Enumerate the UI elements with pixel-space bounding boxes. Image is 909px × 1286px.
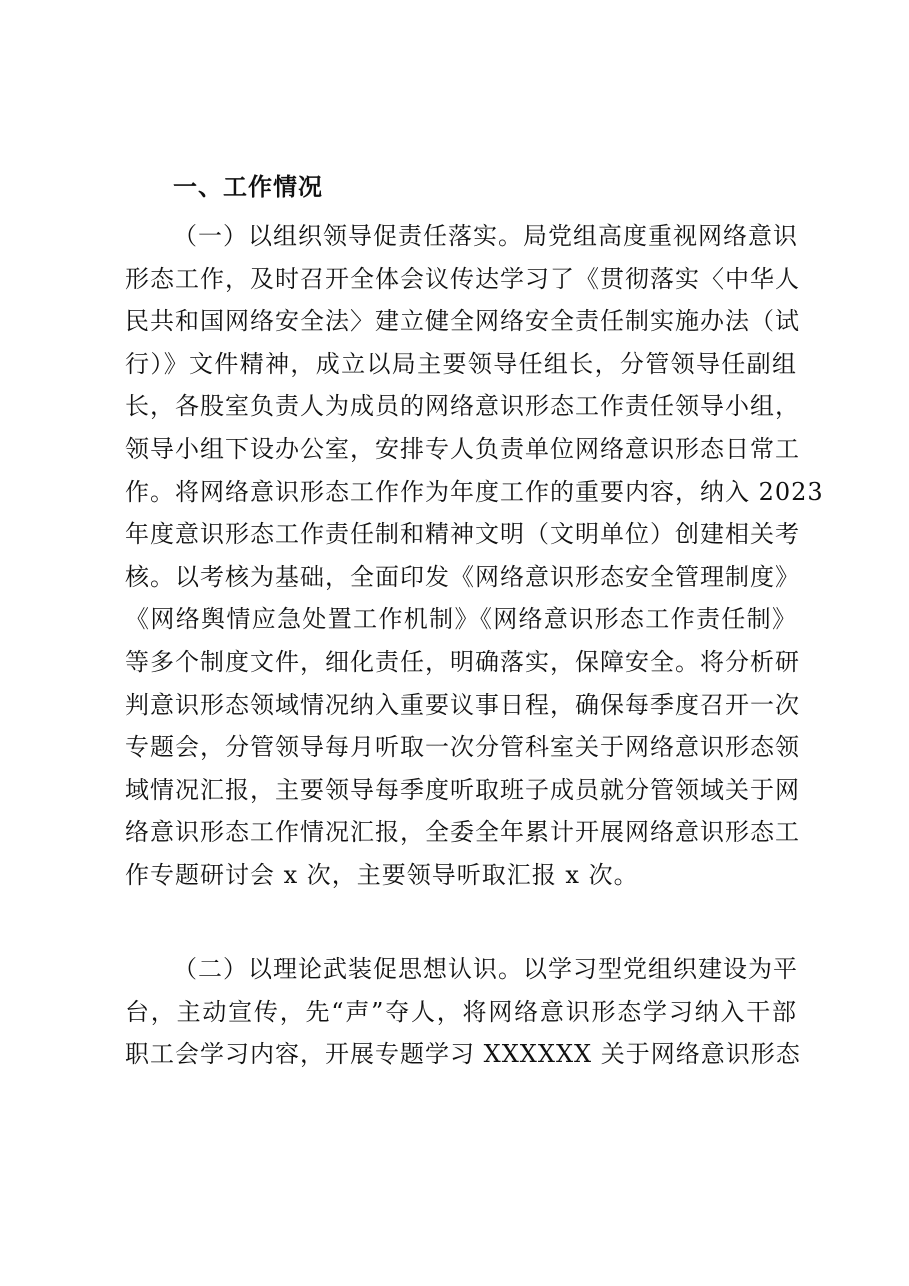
paragraph-line: 等多个制度文件，细化责任，明确落实，保障安全。将分析研 xyxy=(125,647,800,676)
paragraph-line: 长，各股室负责人为成员的网络意识形态工作责任领导小组， xyxy=(125,392,800,421)
paragraph-line: （二）以理论武装促思想认识。以学习型党组织建设为平 xyxy=(173,955,798,983)
paragraph-line: 专题会，分管领导每月听取一次分管科室关于网络意识形态领 xyxy=(125,733,800,762)
paragraph-1 xyxy=(125,215,824,897)
paragraph-line: 台，主动宣传，先“声”夺人，将网络意识形态学习纳入干部 xyxy=(125,997,797,1026)
section-heading: 一、工作情况 xyxy=(173,173,323,201)
paragraph-line: 年度意识形态工作责任制和精神文明（文明单位）创建相关考 xyxy=(125,520,800,549)
paragraph-line: 作专题研讨会 x 次，主要领导听取汇报 x 次。 xyxy=(125,860,639,889)
paragraph-line: 领导小组下设办公室，安排专人负责单位网络意识形态日常工 xyxy=(125,434,800,463)
paragraph-line: 行）》文件精神，成立以局主要领导任组长，分管领导任副组 xyxy=(125,349,797,378)
paragraph-line: 络意识形态工作情况汇报，全委全年累计开展网络意识形态工 xyxy=(125,818,800,847)
paragraph-line: （一）以组织领导促责任落实。局党组高度重视网络意识 xyxy=(173,222,798,250)
paragraph-line: 民共和国网络安全法〉建立健全网络安全责任制实施办法（试 xyxy=(125,307,800,336)
paragraph-line: 职工会学习内容，开展专题学习 XXXXXX 关于网络意识形态 xyxy=(125,1040,801,1069)
paragraph-line: 域情况汇报，主要领导每季度听取班子成员就分管领域关于网 xyxy=(125,775,800,804)
paragraph-line: 核。以考核为基础，全面印发《网络意识形态安全管理制度》 xyxy=(125,562,800,591)
paragraph-2 xyxy=(125,948,801,1076)
paragraph-line: 《网络舆情应急处置工作机制》《网络意识形态工作责任制》 xyxy=(125,605,797,634)
paragraph-line: 判意识形态领域情况纳入重要议事日程，确保每季度召开一次 xyxy=(125,690,800,719)
paragraph-line: 作。将网络意识形态工作作为年度工作的重要内容，纳入 2023 xyxy=(125,477,824,506)
paragraph-line: 形态工作，及时召开全体会议传达学习了《贯彻落实〈中华人 xyxy=(125,264,800,293)
